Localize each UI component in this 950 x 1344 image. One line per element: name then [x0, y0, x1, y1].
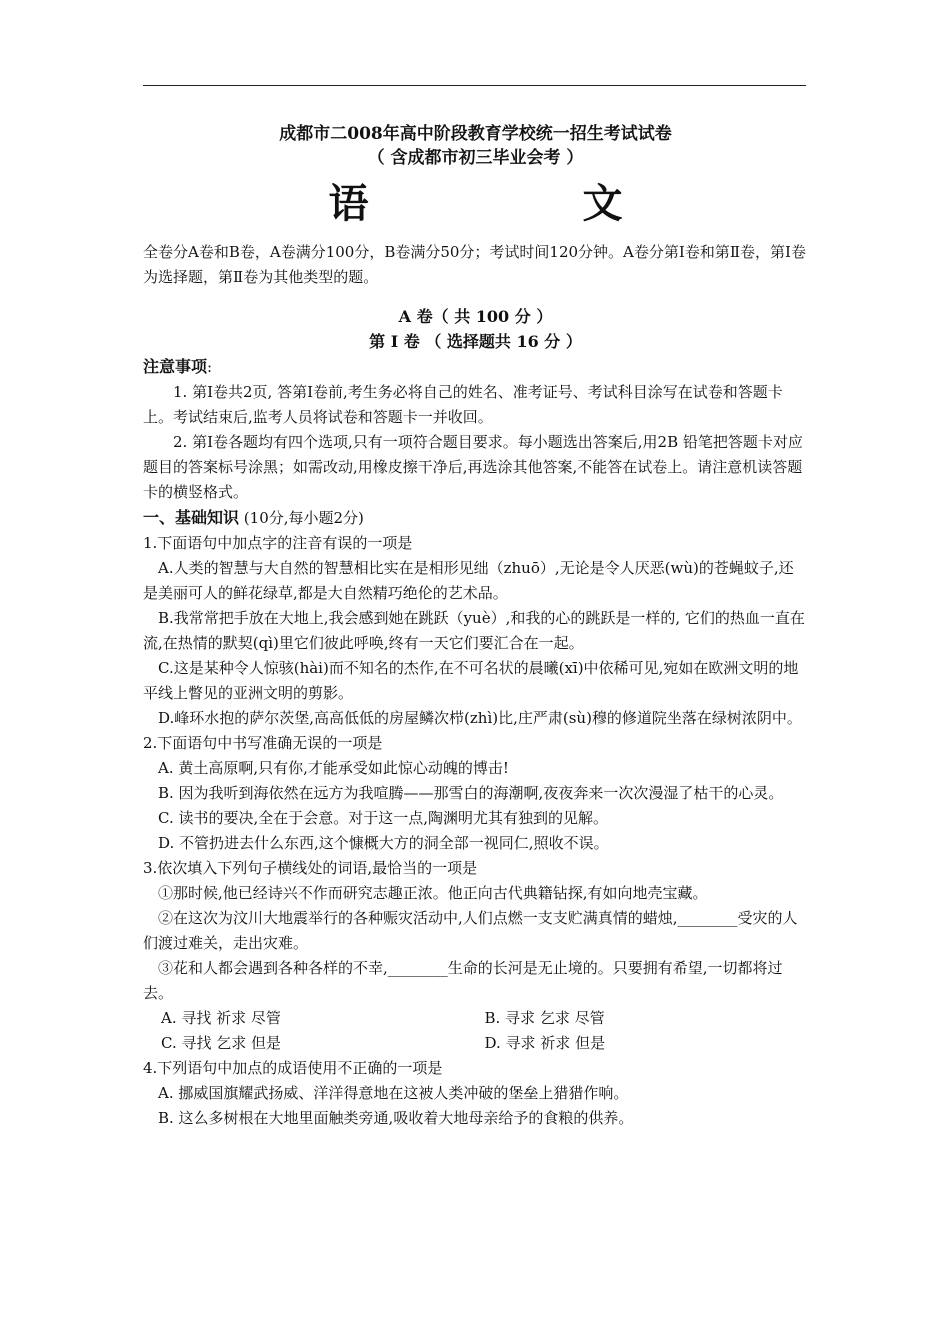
- intro-text: 全卷分A卷和B卷，A卷满分100分，B卷满分50分；考试时间120分钟。A卷分第Ⅰ卷和第Ⅱ卷，第Ⅰ卷为选择题，第Ⅱ卷为其他类型的题。: [143, 243, 806, 286]
- section-a-heading: A 卷（ 共 100 分 ）: [398, 307, 553, 326]
- q2-option-b: B. 因为我听到海依然在远方为我喧腾——那雪白的海潮啊,夜夜奔来一次次漫湿了枯干的心灵。: [158, 784, 784, 802]
- q3-option-c: C. 寻找 乞求 但是: [161, 1034, 282, 1052]
- notice-item-1: 1. 第Ⅰ卷共2页, 答第Ⅰ卷前,考生务必将自己的姓名、准考证号、考试科目涂写在试卷和答题卡上。考试结束后,监考人员将试卷和答题卡一并收回。: [143, 383, 783, 426]
- q1-stem: 1.下面语句中加点字的注音有误的一项是: [143, 534, 413, 552]
- part1-title: 一、基础知识: [143, 508, 240, 527]
- part1-note: (10分,每小题2分): [243, 509, 364, 527]
- exam-subtitle: （ 含成都市初三毕业会考 ）: [367, 148, 584, 168]
- subject-title: 语 文: [328, 180, 723, 227]
- notice-label: 注意事项: [143, 357, 208, 376]
- q4-option-a: A. 挪威国旗耀武扬威、洋洋得意地在这被人类冲破的堡垒上猎猎作响。: [158, 1084, 629, 1102]
- notice-item-2: 2. 第Ⅰ卷各题均有四个选项,只有一项符合题目要求。每小题选出答案后,用2B 铅笔把答题卡对应题目的答案标号涂黑；如需改动,用橡皮擦干净后,再选涂其他答案,不能答在试卷上。请注意机读答题卡的横竖格式。: [143, 433, 803, 501]
- q1-option-d: D.峰环水抱的萨尔茨堡,高高低低的房屋鳞次栉(zhì)比,庄严肃(sù)穆的修道院坐落在绿树浓阴中。: [158, 709, 802, 727]
- q3-sentence-2: ②在这次为汶川大地震举行的各种赈灾活动中,人们点燃一支支贮满真情的蜡烛,________受灾的人们渡过难关，走出灾难。: [143, 909, 798, 952]
- q3-option-b: B. 寻求 乞求 尽管: [484, 1009, 605, 1027]
- q4-stem: 4.下列语句中加点的成语使用不正确的一项是: [143, 1059, 443, 1077]
- exam-page: [143, 122, 808, 1131]
- q3-option-d: D. 寻求 祈求 但是: [484, 1034, 606, 1052]
- q1-option-b: B.我常常把手放在大地上,我会感到她在跳跃（yuè）,和我的心的跳跃是一样的, 它们的热血一直在流,在热情的默契(qì)里它们彼此呼唤,终有一天它们要汇合在一起。: [143, 609, 805, 652]
- q2-stem: 2.下面语句中书写准确无误的一项是: [143, 734, 383, 752]
- q4-option-b: B. 这么多树根在大地里面触类旁通,吸收着大地母亲给予的食粮的供养。: [158, 1109, 634, 1127]
- q3-sentence-3: ③花和人都会遇到各种各样的不幸,________生命的长河是无止境的。只要拥有希望,一切都将过去。: [143, 959, 783, 1002]
- q1-option-a: A.人类的智慧与大自然的智慧相比实在是相形见绌（zhuō）,无论是令人厌恶(wù)的苍蝇蚊子,还是美丽可人的鲜花绿草,都是大自然精巧绝伦的艺术品。: [143, 559, 794, 602]
- part1-heading: [143, 505, 808, 531]
- q2-option-c: C. 读书的要决,全在于会意。对于这一点,陶渊明尤其有独到的见解。: [158, 809, 609, 827]
- q3-sentence-1: ①那时候,他已经诗兴不作而研究志趣正浓。他正向古代典籍钻探,有如向地壳宝藏。: [158, 884, 708, 902]
- q2-option-a: A. 黄土高原啊,只有你,才能承受如此惊心动魄的博击!: [158, 759, 509, 777]
- q3-options-row-1: [143, 1006, 808, 1031]
- top-rule: [143, 85, 806, 86]
- q1-option-c: C.这是某种令人惊骇(hài)而不知名的杰作,在不可名状的晨曦(xī)中依稀可见,宛如在欧洲文明的地平线上瞥见的亚洲文明的剪影。: [143, 659, 799, 702]
- q2-option-d: D. 不管扔进去什么东西,这个慷概大方的洞全部一视同仁,照收不误。: [158, 834, 609, 852]
- q3-option-a: A. 寻找 祈求 尽管: [161, 1009, 281, 1027]
- notice-heading: 注意事项:: [143, 357, 213, 376]
- exam-title: 成都市二008年高中阶段教育学校统一招生考试试卷: [279, 124, 672, 144]
- section-b-heading: 第 Ⅰ 卷 （ 选择题共 16 分 ）: [369, 332, 582, 351]
- q3-options-row-2: [143, 1031, 808, 1056]
- q3-stem: 3.依次填入下列句子横线处的词语,最恰当的一项是: [143, 859, 478, 877]
